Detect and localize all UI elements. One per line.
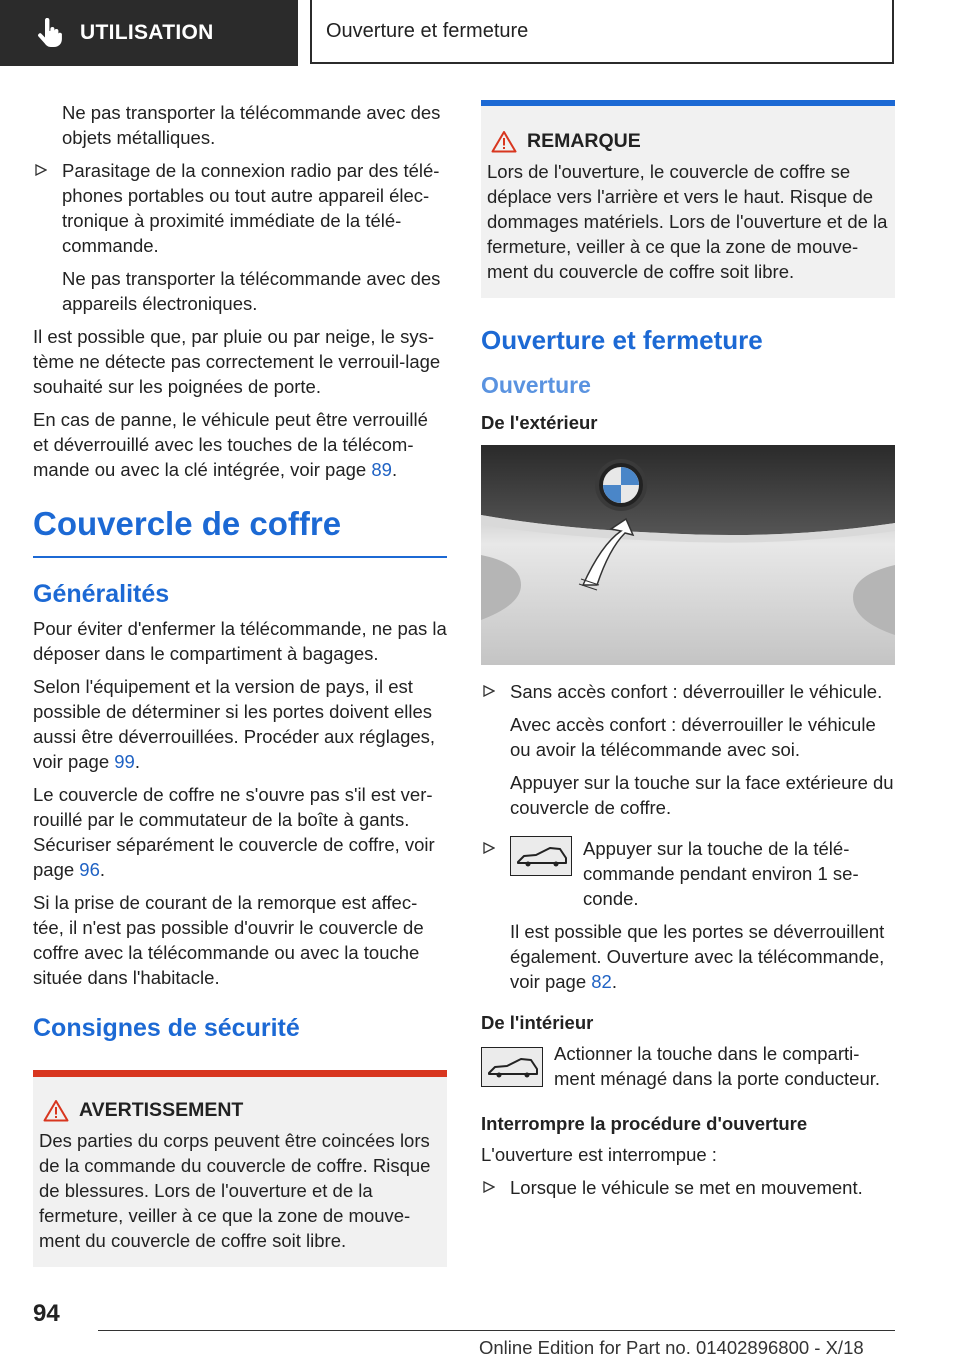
indented-paragraph: Il est possible que les portes se déverrouillent également. Ouverture avec la télécommande, voir page 82.	[510, 921, 885, 992]
list-item	[481, 679, 895, 704]
list-item	[481, 1175, 895, 1200]
indented-paragraph: Ne pas transporter la télécommande avec des objets métalliques.	[62, 102, 441, 148]
section-tab	[0, 0, 298, 66]
section-heading: Couvercle de coffre	[33, 505, 342, 542]
page-link[interactable]: 96	[79, 859, 100, 880]
page-link[interactable]: 82	[591, 971, 612, 992]
page-number: 94	[33, 1300, 60, 1327]
list-item-text: Lorsque le véhicule se met en mouvement.	[510, 1177, 863, 1198]
hand-pointer-icon	[36, 18, 62, 48]
indented-paragraph: Appuyer sur la touche sur la face extérieure du couvercle de coffre.	[510, 772, 894, 818]
bullet-triangle-icon	[483, 842, 495, 854]
list-item-text: Parasitage de la connexion radio par des télé-phones portables ou tout autre appareil élec-tronique à proximité immédiate de la télé-commande.	[62, 160, 440, 256]
minor-heading: De l'intérieur	[481, 1012, 594, 1033]
chapter-tab	[310, 0, 894, 64]
paragraph: L'ouverture est interrompue :	[481, 1144, 717, 1165]
list-item-text: Sans accès confort : déverrouiller le véhicule.	[510, 681, 883, 702]
remark-text: Lors de l'ouverture, le couvercle de coffre se déplace vers l'arrière et vers le haut. Risque de dommages matériels. Lors de l'ouverture et de la fermeture, veiller à ce que la zone de mouve-ment du couvercle de coffre soit libre.	[487, 161, 888, 282]
paragraph: En cas de panne, le véhicule peut être verrouillé et déverrouillé avec les touches de la télécom-mande ou avec la clé intégrée, voir page 89.	[33, 409, 428, 480]
page-link[interactable]: 99	[114, 751, 135, 772]
bullet-triangle-icon	[483, 1181, 495, 1193]
paragraph: Si la prise de courant de la remorque est affec-tée, il n'est pas possible d'ouvrir le couvercle de coffre avec la télécommande ou avec la touche située dans l'habitacle.	[33, 892, 424, 988]
heading-rule	[33, 556, 447, 558]
trunk-button-photo	[481, 445, 895, 665]
warning-triangle-icon	[43, 1099, 69, 1122]
key-instruction-text: Actionner la touche dans le comparti-ment ménagé dans la porte conducteur.	[554, 1043, 881, 1089]
warning-title: AVERTISSEMENT	[79, 1099, 244, 1121]
footer-rule	[98, 1330, 895, 1331]
warning-box	[33, 1070, 447, 1267]
left-column	[33, 100, 447, 1283]
indented-paragraph: Ne pas transporter la télécommande avec des appareils électroniques.	[62, 268, 441, 314]
page-link[interactable]: 89	[371, 459, 392, 480]
bullet-triangle-icon	[483, 685, 495, 697]
minor-heading: De l'extérieur	[481, 412, 598, 433]
warning-triangle-icon	[491, 130, 517, 153]
list-item	[481, 836, 895, 911]
key-instruction	[481, 1041, 895, 1091]
subsection-heading: Consignes de sécurité	[33, 1014, 300, 1042]
page-header	[0, 0, 960, 66]
remark-title: REMARQUE	[527, 130, 641, 152]
paragraph: Il est possible que, par pluie ou par neige, le sys-tème ne détecte pas correctement le verrouil-lage souhaité sur les poignées de porte.	[33, 326, 441, 397]
edition-note: Online Edition for Part no. 01402896800 - X/18	[479, 1337, 864, 1358]
chapter-label: Ouverture et fermeture	[326, 19, 529, 42]
section-heading: Ouverture et fermeture	[481, 325, 763, 355]
right-column	[481, 100, 895, 1208]
section-label: UTILISATION	[80, 21, 214, 44]
subsection-heading: Généralités	[33, 580, 170, 608]
list-item-text: Appuyer sur la touche de la télé-commande pendant environ 1 se-conde.	[583, 838, 859, 909]
trunk-key-icon	[481, 1047, 543, 1087]
minor-heading: Interrompre la procédure d'ouverture	[481, 1113, 808, 1134]
indented-paragraph: Avec accès confort : déverrouiller le véhicule ou avoir la télécommande avec soi.	[510, 714, 876, 760]
list-item	[33, 158, 447, 258]
warning-text: Des parties du corps peuvent être coincées lors de la commande du couvercle de coffre. Risque de blessures. Lors de l'ouverture et de la fermeture, veiller à ce que la zone de mouve-ment du couvercle de coffre soit libre.	[39, 1130, 431, 1251]
remark-box	[481, 100, 895, 298]
subsection-heading: Ouverture	[481, 372, 591, 398]
paragraph: Pour éviter d'enfermer la télécommande, ne pas la déposer dans le compartiment à bagages.	[33, 618, 447, 664]
paragraph: Selon l'équipement et la version de pays, il est possible de déterminer si les portes doivent elles aussi être déverrouillées. Procéder aux réglages, voir page 99.	[33, 676, 436, 772]
bullet-triangle-icon	[35, 164, 47, 176]
trunk-key-icon	[510, 836, 572, 876]
paragraph: Le couvercle de coffre ne s'ouvre pas s'il est ver-rouillé par le commutateur de la boîte à gants. Sécuriser séparément le couvercle de coffre, voir page 96.	[33, 784, 435, 880]
